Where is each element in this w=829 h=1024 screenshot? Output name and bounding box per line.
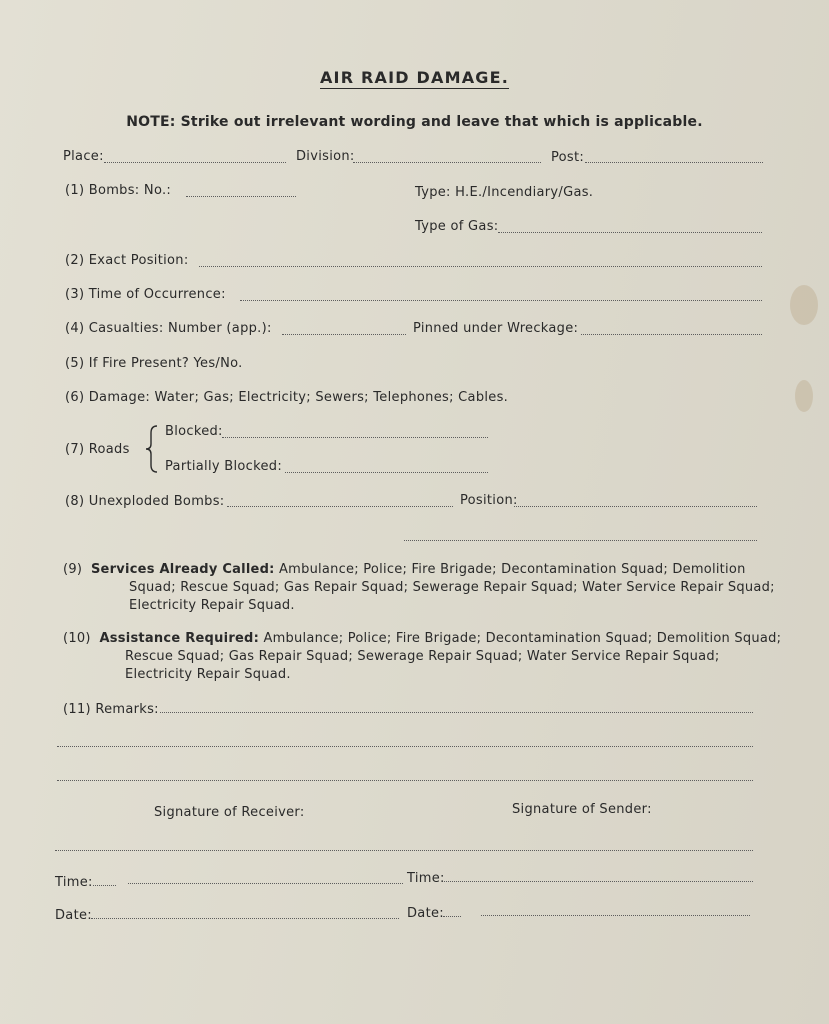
assistance-required-text: Rescue Squad; Gas Repair Squad; Sewerage Repair Squad; Water Service Repair Squad; [125,649,720,664]
pinned-field[interactable] [581,334,762,335]
fire-present-text: (5) If Fire Present? Yes/No. [65,356,243,371]
services-called-text: Ambulance; Police; Fire Brigade; Decontamination Squad; Demolition [274,562,746,577]
remarks-field-line2[interactable] [57,746,753,747]
blocked-field[interactable] [222,437,488,438]
casualties-label: (4) Casualties: Number (app.): [65,321,272,336]
sender-date-field-line[interactable] [481,915,750,916]
assistance-required-text: Electricity Repair Squad. [125,667,291,682]
partially-blocked-field[interactable] [285,472,488,473]
sender-date-label: Date: [407,906,444,921]
assistance-required-text: Ambulance; Police; Fire Brigade; Decontamination Squad; Demolition Squad; [259,631,782,646]
receiver-time-field[interactable] [93,885,116,886]
bombs-number-field[interactable] [186,196,296,197]
item-number: (9) [63,562,83,577]
receiver-date-field[interactable] [91,918,399,919]
item-number: (10) [63,631,91,646]
bomb-position-label: Position: [460,493,518,508]
division-label: Division: [296,149,355,164]
pinned-label: Pinned under Wreckage: [413,321,579,336]
gas-type-field[interactable] [498,232,762,233]
roads-label: (7) Roads [65,442,130,457]
exact-position-field[interactable] [199,266,762,267]
services-called-text: Squad; Rescue Squad; Gas Repair Squad; Sewerage Repair Squad; Water Service Repair Squad; [129,580,775,595]
sender-time-field[interactable] [444,881,753,882]
receiver-signature-label: Signature of Receiver: [154,805,305,820]
brace-icon [144,425,158,473]
unexploded-bombs-field[interactable] [227,506,453,507]
exact-position-label: (2) Exact Position: [65,253,189,268]
time-occurrence-label: (3) Time of Occurrence: [65,287,226,302]
receiver-date-label: Date: [55,908,92,923]
bomb-type-text: Type: H.E./Incendiary/Gas. [415,185,594,200]
remarks-field[interactable] [160,712,753,713]
bomb-position-field[interactable] [514,506,757,507]
gas-type-label: Type of Gas: [415,219,499,234]
signature-field[interactable] [55,850,753,851]
post-label: Post: [551,150,585,165]
place-field[interactable] [104,162,286,163]
sender-time-label: Time: [407,871,445,886]
remarks-field-line3[interactable] [57,780,753,781]
form-note: NOTE: Strike out irrelevant wording and leave that which is applicable. [126,114,703,130]
time-occurrence-field[interactable] [240,300,762,301]
place-label: Place: [63,149,104,164]
receiver-time-field-line[interactable] [128,883,403,884]
sender-date-field[interactable] [443,916,461,917]
post-field[interactable] [585,162,763,163]
remarks-label: (11) Remarks: [63,702,159,717]
damage-text: (6) Damage: Water; Gas; Electricity; Sewers; Telephones; Cables. [65,390,509,405]
receiver-time-label: Time: [55,875,93,890]
unexploded-bombs-label: (8) Unexploded Bombs: [65,494,225,509]
blocked-label: Blocked: [165,424,223,439]
bomb-position-field-line2[interactable] [404,540,757,541]
division-field[interactable] [353,162,541,163]
bombs-number-label: (1) Bombs: No.: [65,183,172,198]
form-title: AIR RAID DAMAGE. [319,68,510,87]
casualties-field[interactable] [282,334,406,335]
sender-signature-label: Signature of Sender: [512,802,652,817]
services-called-heading: Services Already Called: [90,562,275,577]
paper-stain [790,285,818,325]
paper-stain [795,380,813,412]
services-called-text: Electricity Repair Squad. [129,598,295,613]
assistance-required-heading: Assistance Required: [99,631,260,646]
assistance-required-block [63,630,782,684]
partially-blocked-label: Partially Blocked: [165,459,283,474]
services-called-block [63,561,775,615]
